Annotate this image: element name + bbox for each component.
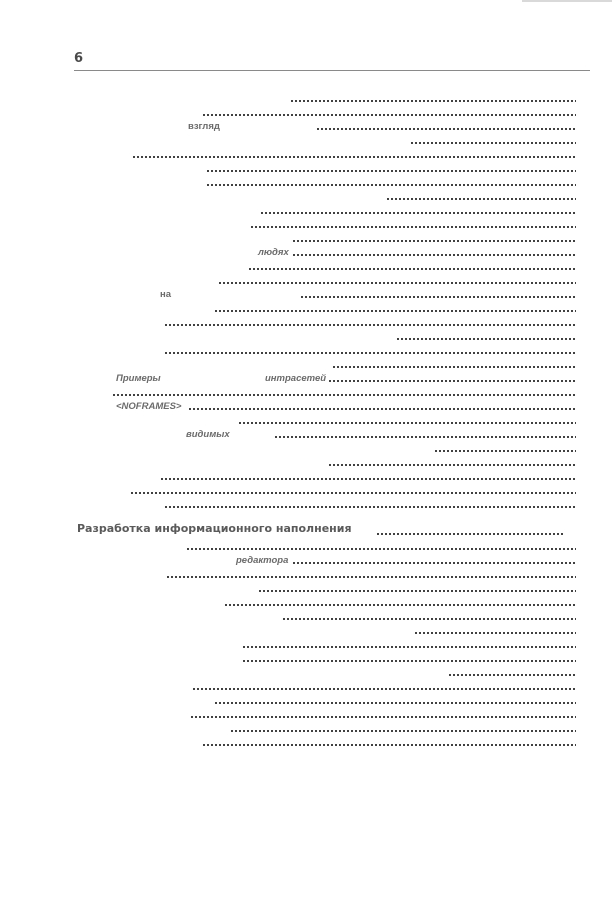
toc-leader <box>190 716 576 718</box>
toc-leader <box>238 422 576 424</box>
toc-leader <box>230 730 576 732</box>
toc-fragment-intrasetei: интрасетей <box>265 373 327 384</box>
toc-leader <box>188 408 576 410</box>
toc-leader <box>202 114 576 116</box>
toc-fragment-redaktora: редактора <box>236 555 289 566</box>
toc-leader <box>292 240 576 242</box>
toc-leader <box>186 548 576 550</box>
toc-leader <box>292 562 576 564</box>
toc-leader <box>332 366 576 368</box>
toc-leader <box>218 282 576 284</box>
toc-leader <box>164 506 576 508</box>
toc-leader <box>260 212 576 214</box>
toc-leader <box>274 436 576 438</box>
toc-leader <box>130 492 576 494</box>
toc-leader <box>214 310 576 312</box>
toc-leader <box>410 142 576 144</box>
toc-leader <box>414 632 576 634</box>
toc-leader <box>242 646 576 648</box>
toc-leader <box>214 702 576 704</box>
toc-leader <box>206 184 576 186</box>
toc-leader <box>328 464 576 466</box>
toc-leader <box>258 590 576 592</box>
toc-leader <box>396 338 576 340</box>
toc-leader <box>242 660 576 662</box>
toc-fragment-na: на <box>160 289 172 300</box>
toc-leader <box>328 380 576 382</box>
toc-leader <box>132 156 576 158</box>
toc-leader <box>248 268 576 270</box>
toc-leader <box>164 324 576 326</box>
toc-leader <box>300 296 576 298</box>
page-number: 6 <box>74 51 84 66</box>
toc-fragment-vidimykh: видимых <box>186 429 230 440</box>
section-leader <box>376 533 564 535</box>
toc-leader <box>192 688 576 690</box>
toc-fragment-lyudyam: людях <box>258 247 289 258</box>
toc-leader <box>386 198 576 200</box>
toc-leader <box>206 170 576 172</box>
toc-leader <box>224 604 576 606</box>
toc-leader <box>448 674 576 676</box>
toc-leader <box>292 254 576 256</box>
toc-fragment-primery: Примеры <box>116 373 161 384</box>
toc-leader <box>282 618 576 620</box>
toc-leader <box>290 100 576 102</box>
toc-leader <box>250 226 576 228</box>
toc-fragment-noframes: <NOFRAMES> <box>116 401 182 412</box>
toc-leader <box>434 450 576 452</box>
toc-leader <box>160 478 576 480</box>
toc-leader <box>202 744 576 746</box>
toc-leader <box>112 394 576 396</box>
toc-leader <box>316 128 576 130</box>
toc-leader <box>164 352 576 354</box>
toc-leader <box>166 576 576 578</box>
toc-fragment-vzglyad: взгляд <box>188 121 220 132</box>
section-heading: Разработка информационного наполнения <box>77 522 352 535</box>
